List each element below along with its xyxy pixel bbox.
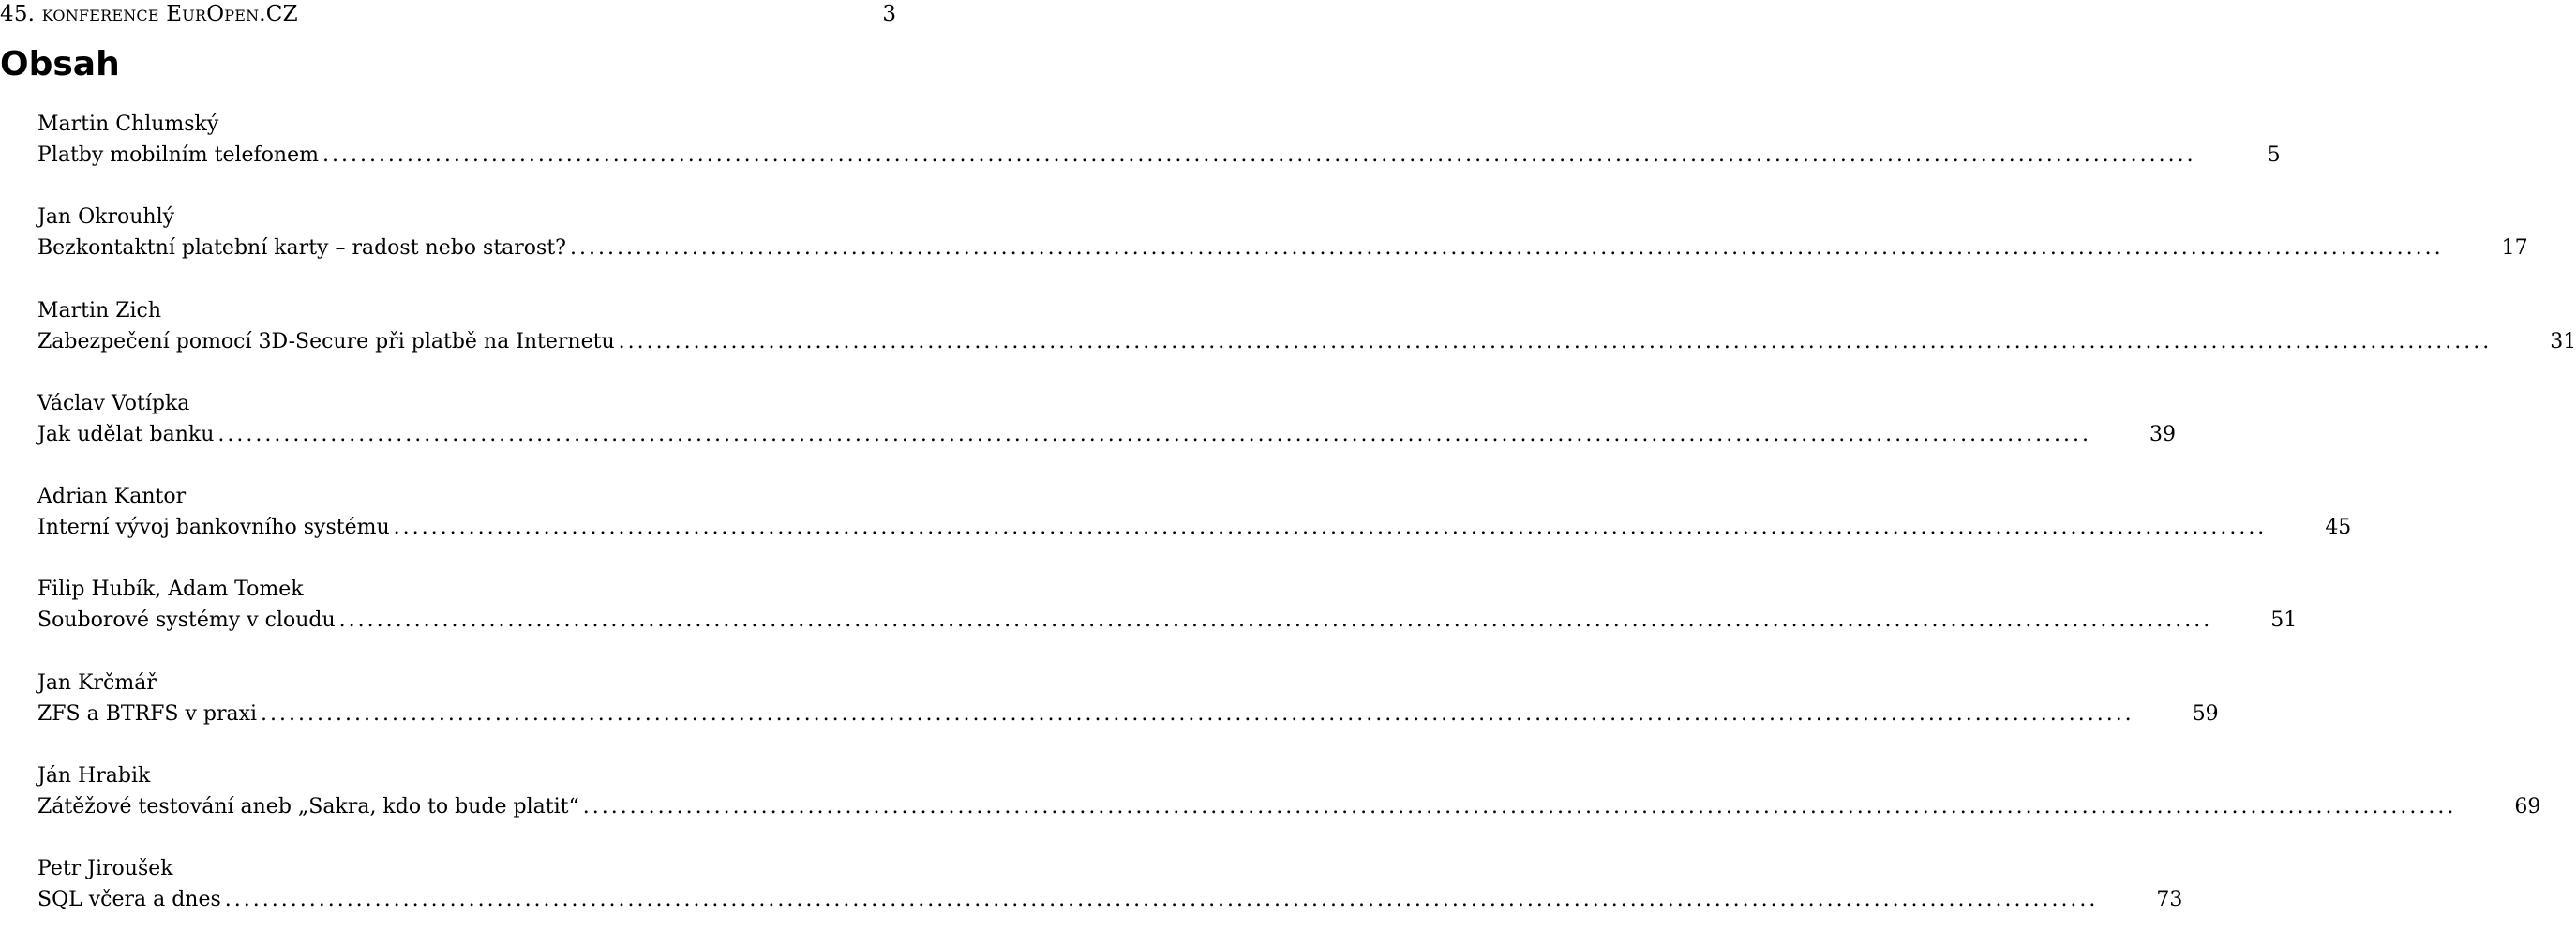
toc-entry (37, 295, 2576, 388)
header-page-number: 3 (882, 2, 896, 26)
dot-leader: ........................................................................................................................................................................................................ (261, 701, 2134, 726)
toc-line (37, 140, 2281, 171)
toc-title: SQL včera a dnes (37, 888, 221, 912)
toc-title: Interní vývoj bankovního systému (37, 516, 390, 540)
toc-line (37, 791, 2541, 822)
toc-line (37, 233, 2528, 263)
running-header (0, 0, 900, 28)
dot-leader: ........................................................................................................................................................................................................ (217, 422, 2092, 446)
toc-title: Zátěžové testování aneb „Sakra, kdo to bude platit“ (37, 795, 579, 819)
toc-page-number: 51 (2270, 609, 2298, 633)
toc-page-number: 73 (2156, 888, 2183, 912)
dot-leader: ........................................................................................................................................................................................................ (338, 609, 2213, 633)
toc-title: Platby mobilním telefonem (37, 143, 319, 167)
toc-page-number: 17 (2501, 236, 2528, 261)
header-conference-name: 45. konference EurOpen.CZ (0, 2, 298, 26)
toc-entry (37, 574, 2298, 667)
toc-page-number: 69 (2514, 795, 2541, 819)
dot-leader: ........................................................................................................................................................................................................ (618, 329, 2493, 353)
dot-leader: ........................................................................................................................................................................................................ (393, 516, 2268, 540)
toc-entry (37, 668, 2219, 760)
toc-author: Václav Votípka (37, 391, 190, 415)
toc-line (37, 605, 2298, 636)
table-of-contents (37, 109, 2576, 947)
toc-author: Ján Hrabik (37, 764, 151, 789)
toc-line (37, 699, 2219, 729)
toc-title: ZFS a BTRFS v praxi (37, 701, 258, 726)
toc-entry (37, 109, 2281, 202)
toc-page-number: 39 (2149, 422, 2177, 446)
dot-leader: ........................................................................................................................................................................................................ (582, 795, 2457, 819)
toc-page-number: 5 (2267, 143, 2281, 167)
toc-entry (37, 388, 2177, 481)
toc-title: Zabezpečení pomocí 3D-Secure při platbě na Internetu (37, 329, 615, 353)
toc-entry (37, 481, 2352, 574)
toc-page-number: 45 (2325, 516, 2352, 540)
toc-author: Filip Hubík, Adam Tomek (37, 578, 304, 602)
toc-page-number: 31 (2550, 329, 2576, 353)
dot-leader: ........................................................................................................................................................................................................ (224, 888, 2099, 912)
toc-author: Jan Okrouhlý (37, 205, 175, 230)
page-title: Obsah (0, 45, 120, 83)
dot-leader: ........................................................................................................................................................................................................ (322, 143, 2196, 167)
toc-author: Adrian Kantor (37, 485, 187, 509)
toc-author: Petr Jiroušek (37, 857, 173, 881)
toc-page-number: 59 (2192, 701, 2219, 726)
toc-author: Jan Krčmář (37, 670, 157, 695)
toc-author: Martin Zich (37, 298, 162, 323)
toc-line (37, 884, 2183, 915)
toc-entry (37, 202, 2528, 294)
toc-entry (37, 853, 2183, 946)
toc-line (37, 512, 2352, 543)
toc-title: Jak udělat banku (37, 422, 215, 446)
toc-title: Bezkontaktní platební karty – radost nebo starost? (37, 236, 566, 261)
toc-line (37, 326, 2576, 357)
toc-line (37, 419, 2177, 450)
toc-entry (37, 760, 2541, 853)
toc-author: Martin Chlumský (37, 113, 219, 136)
toc-title: Souborové systémy v cloudu (37, 609, 336, 633)
dot-leader: ........................................................................................................................................................................................................ (569, 236, 2444, 261)
